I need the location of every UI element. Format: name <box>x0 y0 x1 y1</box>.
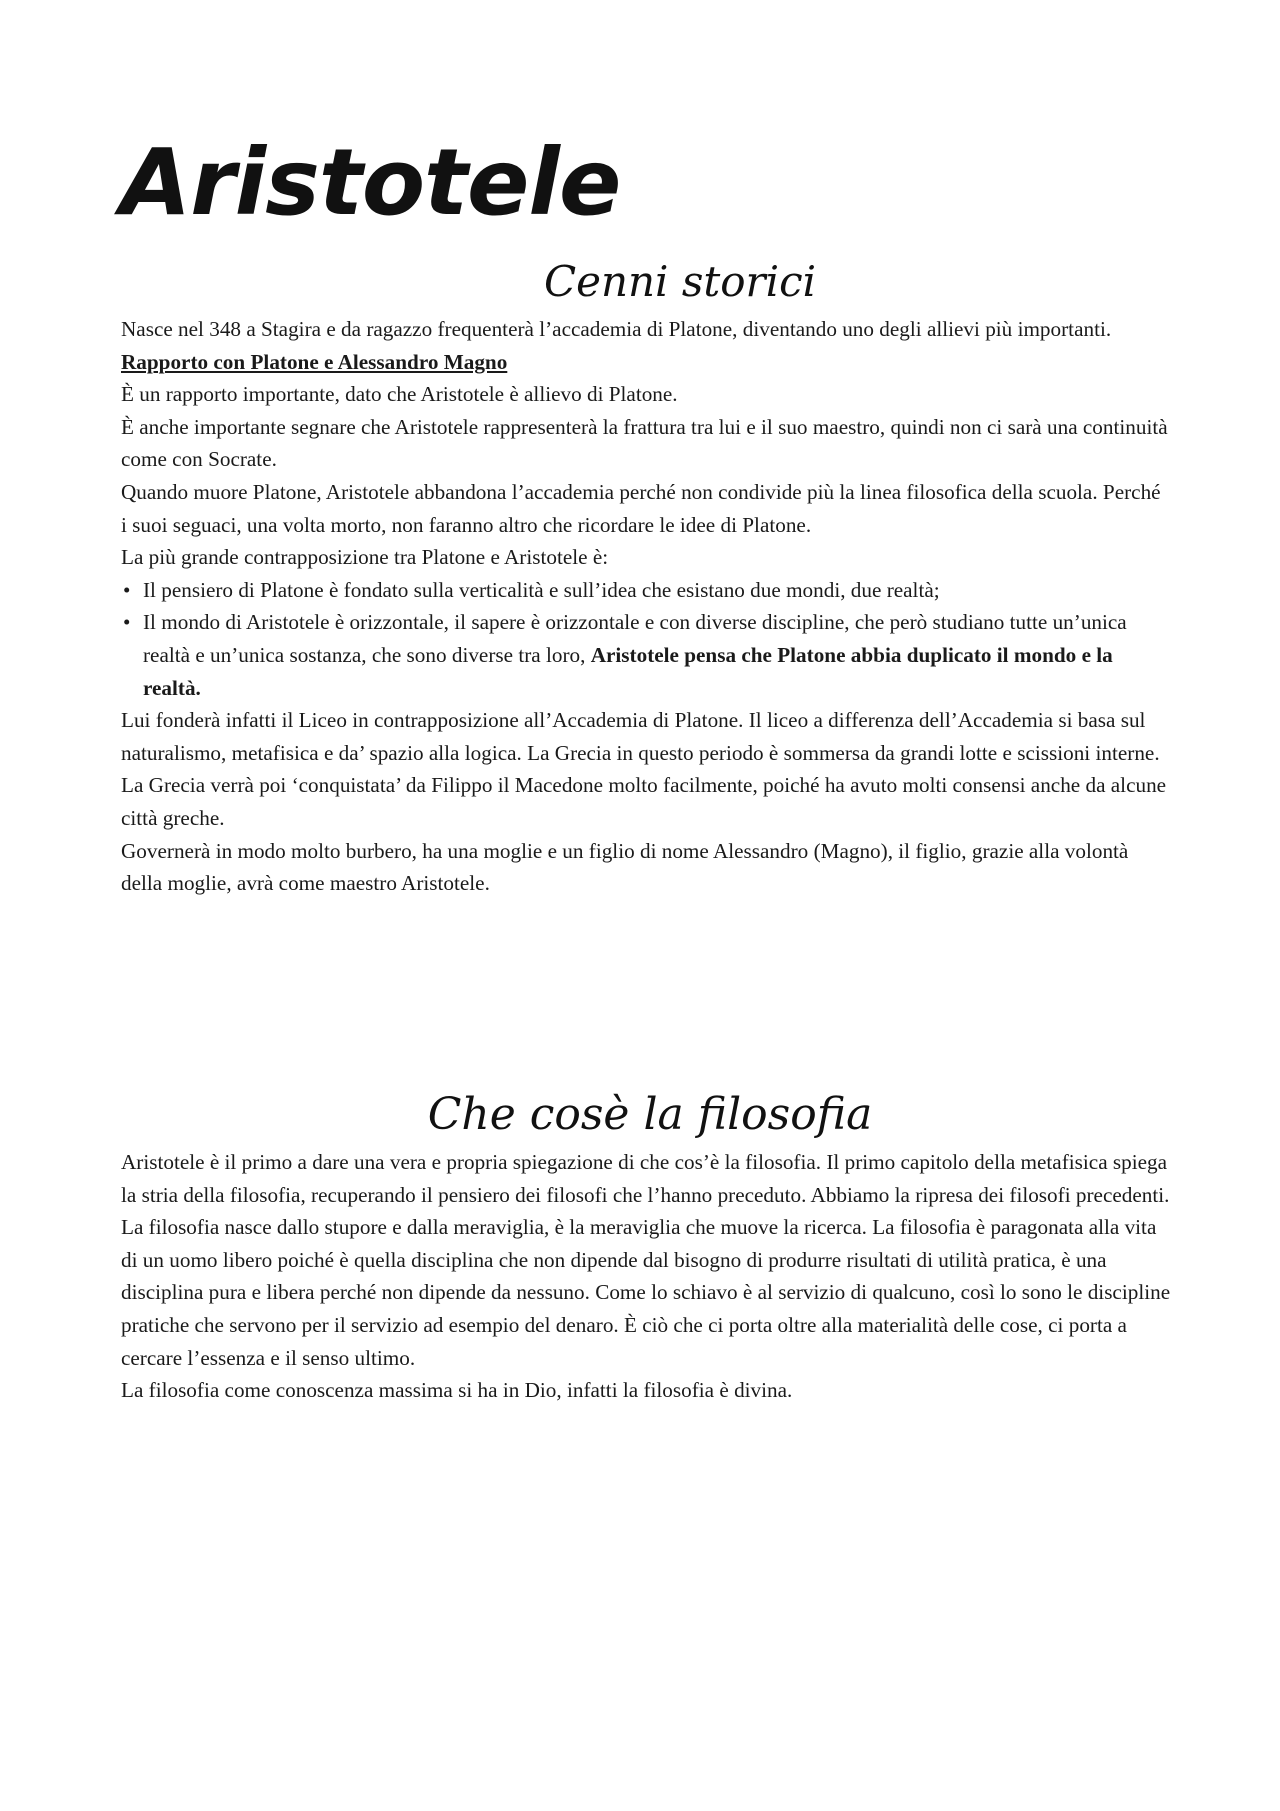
paragraph: Aristotele è il primo a dare una vera e propria spiegazione di che cos’è la filosofia. Il primo capitolo della metafisica spiega la stria della filosofia, recuperando il pensiero dei filosofi che l’hanno preceduto. Abbiamo la ripresa dei filosofi precedenti. La filosofia nasce dallo stupore e dalla meraviglia, è la meraviglia che muove la ricerca. La filosofia è paragonata alla vita di un uomo libero poiché è quella disciplina che non dipende dal bisogno di produrre risultati di utilità pratica, è una disciplina pura e libera perché non dipende da nessuno. Come lo schiavo è al servizio di qualcuno, così lo sono le discipline pratiche che servono per il servizio ad esempio del denaro. È ciò che ci porta oltre alla materialità delle cose, ci porta a cercare l’essenza e il senso ultimo. <box>121 1150 1171 1370</box>
section-heading-cenni-storici: Cenni storici <box>543 257 817 306</box>
list-item <box>121 574 1171 607</box>
paragraph: Nasce nel 348 a Stagira e da ragazzo frequenterà l’accademia di Platone, diventando uno degli allievi più importanti. <box>121 317 1112 341</box>
paragraph: La più grande contrapposizione tra Platone e Aristotele è: <box>121 545 609 570</box>
paragraph: È un rapporto importante, dato che Aristotele è allievo di Platone. <box>121 382 678 407</box>
paragraph: La filosofia come conoscenza massima si ha in Dio, infatti la filosofia è divina. <box>121 1378 793 1403</box>
list-item-text: Il mondo di Aristotele è orizzontale, il sapere è orizzontale e con diverse discipline, che però studiano tutte un’unica realtà e un’unica sostanza, che sono diverse tra loro, <box>143 610 1127 667</box>
section-body-cenni-storici <box>121 313 1171 900</box>
paragraph: Quando muore Platone, Aristotele abbandona l’accademia perché non condivide più la linea filosofica della scuola. Perché i suoi seguaci, una volta morto, non faranno altro che ricordare le idee di Platone. <box>121 479 1161 537</box>
paragraph: La Grecia verrà poi ‘conquistata’ da Filippo il Macedone molto facilmente, poiché ha avuto molti consensi anche da alcune città greche. <box>121 773 1167 830</box>
document-title: Aristotele <box>120 129 621 236</box>
paragraph: Governerà in modo molto burbero, ha una moglie e un figlio di nome Alessandro (Magno), il figlio, grazie alla volontà della moglie, avrà come maestro Aristotele. <box>121 838 1129 896</box>
paragraph: Lui fonderà infatti il Liceo in contrapposizione all’Accademia di Platone. Il liceo a differenza dell’Accademia si basa sul naturalismo, metafisica e da’ spazio alla logica. La Grecia in questo periodo è sommersa da grandi lotte e scissioni interne. <box>121 708 1160 765</box>
list-item-emphasis: Aristotele pensa che Platone abbia duplicato il mondo e la realtà. <box>143 642 1113 700</box>
section-heading-che-cose-la-filosofia: Che cosè la filosofia <box>427 1089 873 1140</box>
section-body-filosofia <box>121 1146 1171 1407</box>
list-item-text: Il pensiero di Platone è fondato sulla verticalità e sull’idea che esistano due mondi, due realtà; <box>143 577 940 602</box>
subheading-rapporto: Rapporto con Platone e Alessandro Magno <box>121 349 508 374</box>
bullet-list <box>121 574 1171 704</box>
paragraph: È anche importante segnare che Aristotele rappresenterà la frattura tra lui e il suo maestro, quindi non ci sarà una continuità come con Socrate. <box>121 414 1168 472</box>
list-item <box>121 606 1171 704</box>
